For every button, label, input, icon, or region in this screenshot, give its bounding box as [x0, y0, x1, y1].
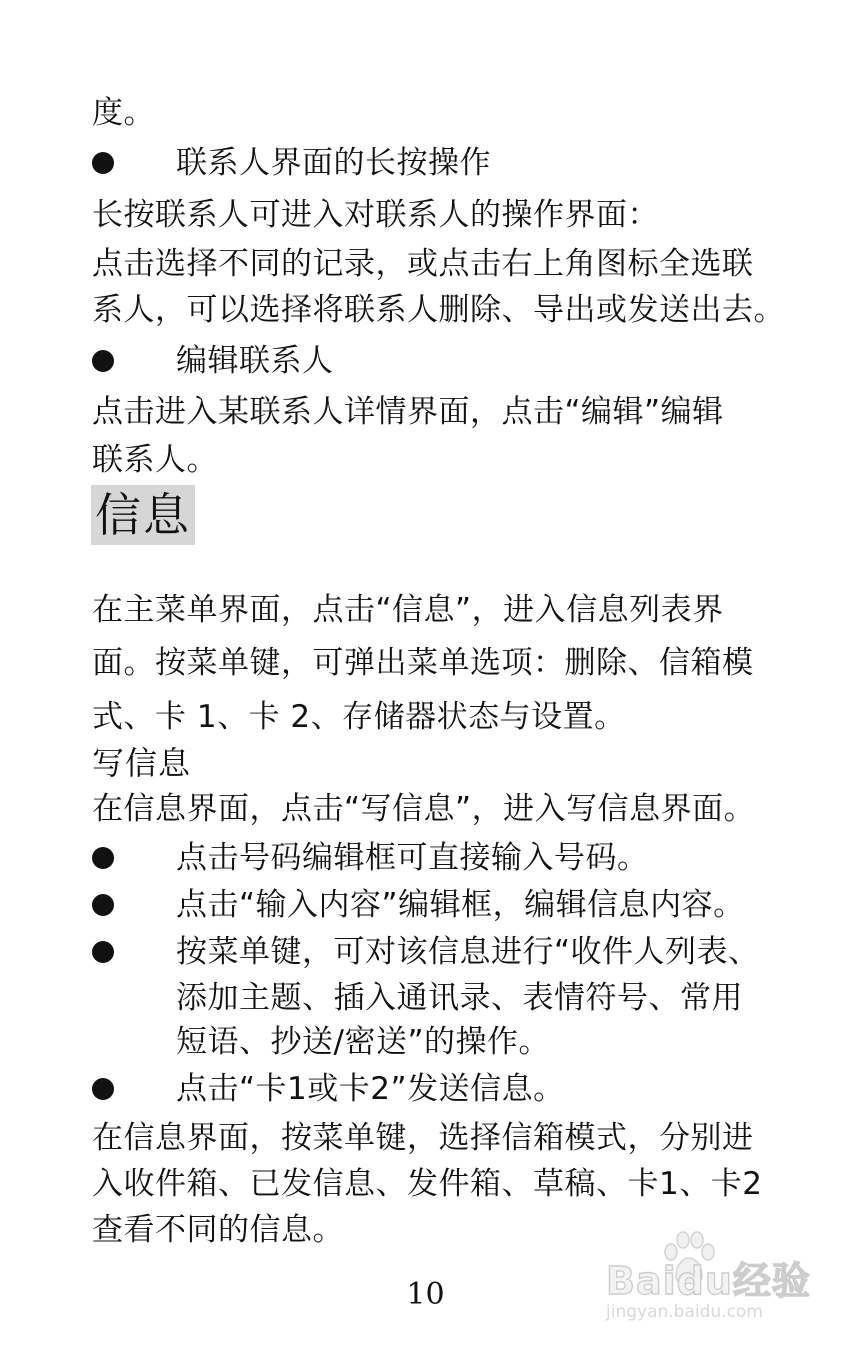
bullet-dot-icon — [92, 1078, 114, 1100]
section-heading: 信息 — [91, 485, 195, 545]
text-line: 在信息界面，按菜单键，选择信箱模式，分别进 — [92, 1120, 754, 1156]
text-line: 长按联系人可进入对联系人的操作界面： — [92, 197, 659, 233]
text-line: 式、卡 1、卡 2、存储器状态与设置。 — [92, 699, 626, 735]
bullet-dot-icon — [92, 350, 114, 372]
bullet-text: 添加主题、插入通讯录、表情符号、常用 — [176, 980, 743, 1016]
bullet-text: 按菜单键，可对该信息进行“收件人列表、 — [176, 934, 760, 970]
bullet-text: 点击“输入内容”编辑框，编辑信息内容。 — [176, 887, 745, 923]
baidu-watermark — [606, 1230, 811, 1330]
text-line: 入收件箱、已发信息、发件箱、草稿、卡1、卡2 — [92, 1166, 763, 1202]
bullet-dot-icon — [92, 152, 114, 174]
watermark-brand: Baidu经验 — [606, 1259, 811, 1303]
text-line: 度。 — [92, 95, 155, 131]
bullet-text: 编辑联系人 — [176, 343, 334, 379]
text-line: 点击选择不同的记录，或点击右上角图标全选联 — [92, 246, 754, 282]
text-line: 面。按菜单键，可弹出菜单选项：删除、信箱模 — [92, 645, 754, 681]
bullet-text: 点击“卡1或卡2”发送信息。 — [176, 1071, 565, 1107]
text-line: 在信息界面，点击“写信息”，进入写信息界面。 — [92, 791, 756, 827]
bullet-text: 点击号码编辑框可直接输入号码。 — [176, 840, 649, 876]
page-number: 10 — [406, 1277, 445, 1312]
bullet-dot-icon — [92, 847, 114, 869]
bullet-text: 联系人界面的长按操作 — [176, 145, 491, 181]
bullet-text: 短语、抄送/密送”的操作。 — [176, 1024, 551, 1060]
bullet-dot-icon — [92, 894, 114, 916]
watermark-url: jingyan.baidu.com — [606, 1302, 763, 1322]
text-line: 联系人。 — [92, 442, 218, 478]
bullet-dot-icon — [92, 941, 114, 963]
text-line: 系人，可以选择将联系人删除、导出或发送出去。 — [92, 292, 785, 328]
text-line: 在主菜单界面，点击“信息”，进入信息列表界 — [92, 592, 724, 628]
subheading: 写信息 — [92, 744, 192, 782]
text-line: 点击进入某联系人详情界面，点击“编辑”编辑 — [92, 394, 724, 430]
text-line: 查看不同的信息。 — [92, 1212, 344, 1248]
